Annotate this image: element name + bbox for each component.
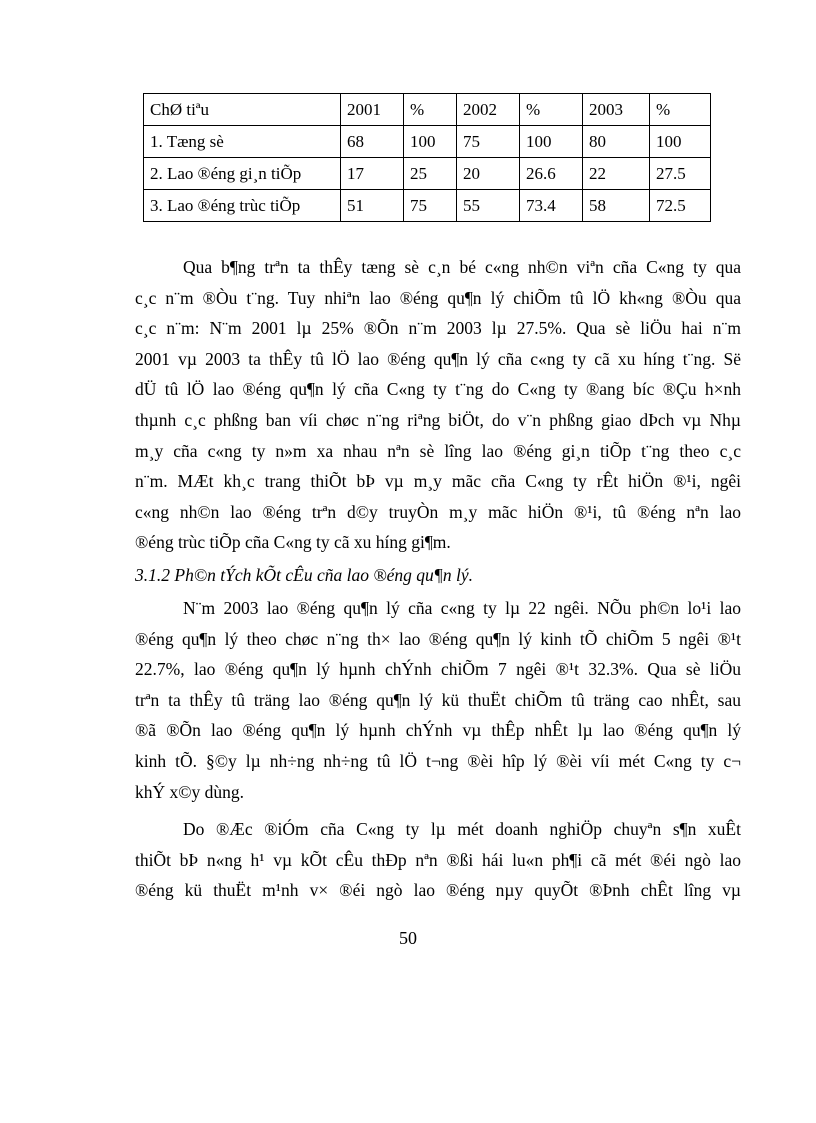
table-cell: 55 xyxy=(457,190,520,222)
text-line: trªn ta thÊy tû träng lao ®éng qu¶n lý kü thuËt chiÕm tû träng cao nhÊt, sau xyxy=(135,689,741,710)
text-line: ®ã ®Õn lao ®éng qu¶n lý hµnh chÝnh vµ thÊp nhÊt lµ lao ®éng qu¶n lý xyxy=(135,720,741,741)
table-cell: 20 xyxy=(457,158,520,190)
table-cell: 27.5 xyxy=(650,158,711,190)
text-line: ®éng kü thuËt m¹nh v× ®éi ngò lao ®éng nµy quyÕt ®Þnh chÊt lîng vµ xyxy=(135,880,741,901)
table-header-row xyxy=(144,94,711,126)
table-cell: 2003 xyxy=(583,94,650,126)
table-cell: % xyxy=(404,94,457,126)
table-cell: 75 xyxy=(457,126,520,158)
text-line: thiÕt bÞ n«ng h¹ vµ kÕt cÊu thÐp nªn ®ßi hái lu«n ph¶i cã mét ®éi ngò lao xyxy=(135,849,741,870)
table-cell: 3. Lao ®éng trùc tiÕp xyxy=(144,190,341,222)
table-cell: 73.4 xyxy=(520,190,583,222)
table-row xyxy=(144,158,711,190)
table-cell: 58 xyxy=(583,190,650,222)
paragraph-1 xyxy=(135,252,741,558)
table-cell: 100 xyxy=(404,126,457,158)
table-cell: 2002 xyxy=(457,94,520,126)
page-number: 50 xyxy=(399,928,417,948)
text-line: ®éng trùc tiÕp cña C«ng ty cã xu híng gi¶m. xyxy=(135,532,451,553)
text-line: c«ng nh©n lao ®éng trªn d©y truyÒn m¸y mãc hiÖn ®¹i, tû ®éng nªn lao xyxy=(135,501,741,522)
text-line: 22.7%, lao ®éng qu¶n lý hµnh chÝnh chiÕm 7 ngêi ®¹t 32.3%. Qua sè liÖu xyxy=(135,659,741,680)
section-heading: 3.1.2 Ph©n tÝch kÕt cÊu cña lao ®éng qu¶n lý. xyxy=(135,565,474,585)
paragraph-3 xyxy=(135,814,741,906)
table-cell: 51 xyxy=(341,190,404,222)
text-line: kinh tÕ. §©y lµ nh÷ng nh÷ng tû lÖ t¬ng ®èi hîp lý ®èi víi mét C«ng ty c¬ xyxy=(135,750,741,771)
table-cell: 22 xyxy=(583,158,650,190)
table-cell: 17 xyxy=(341,158,404,190)
table-cell: 26.6 xyxy=(520,158,583,190)
paragraph-2 xyxy=(135,593,741,807)
table-cell: 75 xyxy=(404,190,457,222)
table-row xyxy=(144,126,711,158)
table-cell: 1. Tæng sè xyxy=(144,126,341,158)
text-line: 2001 vµ 2003 ta thÊy tû lÖ lao ®éng qu¶n lý cña c«ng ty cã xu híng t¨ng. Së xyxy=(135,348,741,369)
text-line: n¨m. MÆt kh¸c trang thiÕt bÞ vµ m¸y mãc cña C«ng ty rÊt hiÖn ®¹i, ngêi xyxy=(135,471,741,492)
table-cell: 25 xyxy=(404,158,457,190)
text-line: m¸y cña c«ng ty n»m xa nhau nªn sè lîng lao ®éng gi¸n tiÕp t¨ng theo c¸c xyxy=(135,440,741,461)
text-line: thµnh c¸c phßng ban víi chøc n¨ng riªng biÖt, do v¨n phßng giao dÞch vµ Nhµ xyxy=(135,409,741,430)
table-cell: 100 xyxy=(520,126,583,158)
text-line: c¸c n¨m ®Òu t¨ng. Tuy nhiªn lao ®éng qu¶n lý chiÕm tû lÖ kh«ng ®Òu qua xyxy=(135,287,741,308)
text-line: N¨m 2003 lao ®éng qu¶n lý cña c«ng ty lµ 22 ngêi. NÕu ph©n lo¹i lao xyxy=(183,598,741,618)
labor-statistics-table xyxy=(143,93,711,222)
table-cell: 2. Lao ®éng gi¸n tiÕp xyxy=(144,158,341,190)
table-cell: ChØ tiªu xyxy=(144,94,341,126)
table-cell: 68 xyxy=(341,126,404,158)
text-line: Do ®Æc ®iÓm cña C«ng ty lµ mét doanh nghiÖp chuyªn s¶n xuÊt xyxy=(183,819,741,839)
table-cell: 80 xyxy=(583,126,650,158)
table-cell: % xyxy=(650,94,711,126)
text-line: c¸c n¨m: N¨m 2001 lµ 25% ®Õn n¨m 2003 lµ 27.5%. Qua sè liÖu hai n¨m xyxy=(135,318,741,339)
table-cell: % xyxy=(520,94,583,126)
text-line: ®éng qu¶n lý theo chøc n¨ng th× lao ®éng qu¶n lý kinh tÕ chiÕm 5 ngêi ®¹t xyxy=(135,628,741,649)
table-cell: 100 xyxy=(650,126,711,158)
table-cell: 72.5 xyxy=(650,190,711,222)
table-row xyxy=(144,190,711,222)
table-cell: 2001 xyxy=(341,94,404,126)
text-line: khÝ x©y dùng. xyxy=(135,781,245,802)
text-line: Qua b¶ng trªn ta thÊy tæng sè c¸n bé c«ng nh©n viªn cña C«ng ty qua xyxy=(183,257,741,277)
text-line: dÜ tû lÖ lao ®éng qu¶n lý cña C«ng ty t¨ng do C«ng ty ®ang bíc ®Çu h×nh xyxy=(135,379,741,400)
